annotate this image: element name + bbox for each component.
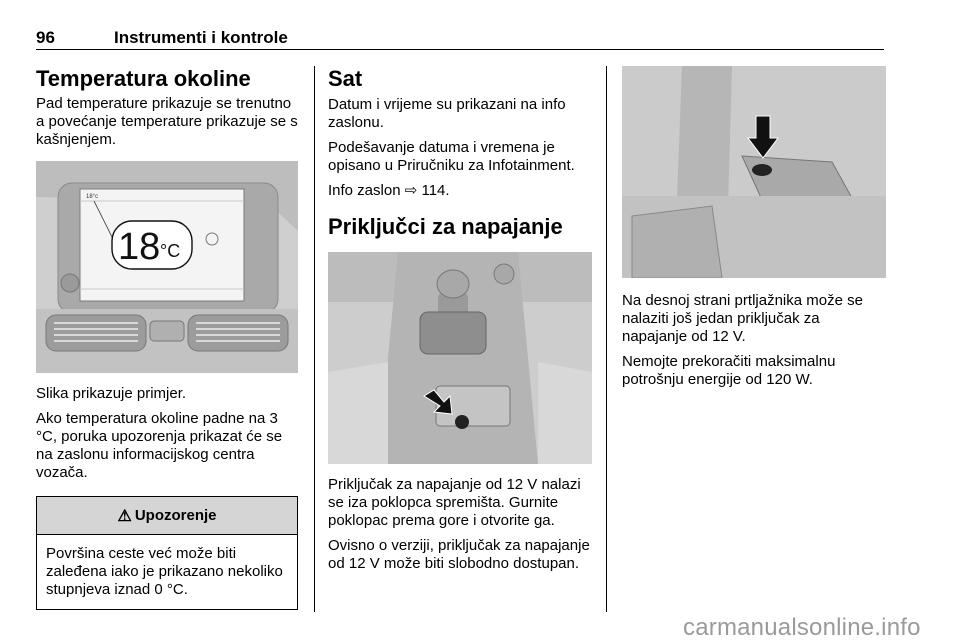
volume-knob-icon xyxy=(61,274,79,292)
column-divider-2 xyxy=(606,66,607,612)
clock-paragraph-1: Datum i vrijeme su prikazani na info zaslonu. xyxy=(328,96,566,131)
figure-trunk-outlet xyxy=(622,66,886,278)
column-ambient-temperature xyxy=(36,66,298,610)
heading-power-outlets: Priključci za napajanje xyxy=(328,214,563,239)
figure-center-console xyxy=(328,252,592,464)
page-reference-arrow-icon: ⇨ xyxy=(404,182,418,199)
column-divider-1 xyxy=(314,66,315,612)
heading-clock: Sat xyxy=(328,66,363,91)
body-paragraph: Ako temperatura okoline padne na 3 °C, poruka upozorenja prikazat će se na zaslonu informacijskog centra vozača. xyxy=(36,410,283,481)
section-title: Instrumenti i kontrole xyxy=(114,28,288,47)
page-number: 96 xyxy=(36,28,55,47)
clock-reference xyxy=(328,182,592,200)
reference-page: 114. xyxy=(421,182,450,199)
warning-text: Površina ceste već može biti zaleđena iako je prikazano nekoliko stupnjeva iznad 0 °C. xyxy=(46,545,283,598)
figure-dashboard-display xyxy=(36,161,298,373)
watermark: carmanualsonline.info xyxy=(683,614,921,641)
mini-temp-readout: 18°c xyxy=(86,194,99,200)
power-outlet-icon xyxy=(455,415,469,429)
clock-paragraph-2: Podešavanje datuma i vremena je opisano u Priručniku za Infotainment. xyxy=(328,139,575,174)
hazard-button-icon xyxy=(150,321,184,341)
column-clock-power xyxy=(328,66,592,573)
warning-header xyxy=(37,497,297,535)
warning-title: Upozorenje xyxy=(134,507,217,524)
temp-value: 18 xyxy=(118,226,161,268)
trunk-paragraph-1: Na desnoj strani prtljažnika može se nalaziti još jedan priključak za napajanje od 12 V. xyxy=(622,292,863,345)
heading-ambient-temperature: Temperatura okoline xyxy=(36,66,251,91)
trunk-paragraph-2: Nemojte prekoračiti maksimalnu potrošnju energije od 120 W. xyxy=(622,353,836,388)
page-header xyxy=(36,28,884,50)
warning-box xyxy=(36,496,298,610)
intro-paragraph: Pad temperature prikazuje se trenutno a povećanje temperature prikazuje se s kašnjenjem. xyxy=(36,95,298,148)
warning-triangle-icon: ⚠ xyxy=(117,507,132,525)
temp-unit: °C xyxy=(160,241,181,261)
trunk-power-outlet-icon xyxy=(752,164,772,176)
power-paragraph-1: Priključak za napajanje od 12 V nalazi se iza poklopca spremišta. Gurnite poklopac prema gore i otvorite ga. xyxy=(328,476,581,529)
column-trunk-outlet xyxy=(622,66,886,389)
reference-text: Info zaslon xyxy=(328,182,401,199)
figure-caption: Slika prikazuje primjer. xyxy=(36,385,187,402)
power-paragraph-2: Ovisno o verziji, priključak za napajanje od 12 V može biti slobodno dostupan. xyxy=(328,537,590,572)
